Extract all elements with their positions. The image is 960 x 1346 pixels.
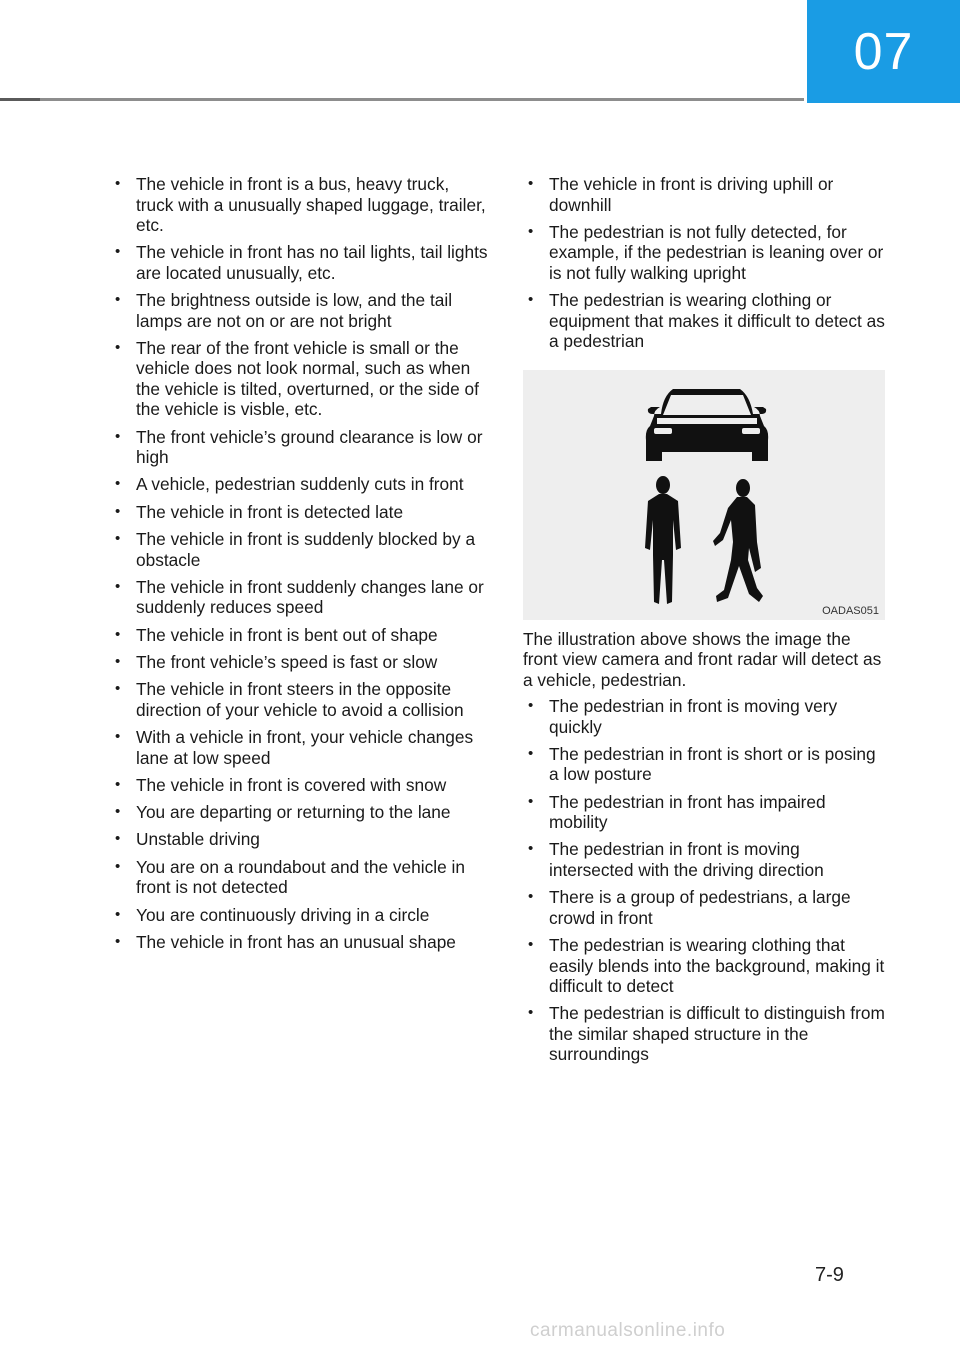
list-item: • The pedestrian in front is short or is posing a low posture: [523, 744, 888, 785]
list-item: • The vehicle in front has no tail lights, tail lights are located unusually, etc.: [110, 242, 490, 283]
list-item: • The rear of the front vehicle is small or the vehicle does not look normal, such as when the vehicle is tilted, overturned, or the side of the vehicle is visble, etc.: [110, 338, 490, 420]
right-column: [523, 174, 888, 1072]
list-item: • You are continuously driving in a circle: [110, 905, 490, 926]
list-item: • The vehicle in front suddenly changes lane or suddenly reduces speed: [110, 577, 490, 618]
list-item: • The pedestrian in front is moving intersected with the driving direction: [523, 839, 888, 880]
header-rule: [0, 98, 804, 101]
list-item: • The vehicle in front is a bus, heavy truck, truck with a unusually shaped luggage, trailer, etc.: [110, 174, 490, 236]
list-item: • The pedestrian in front has impaired mobility: [523, 792, 888, 833]
list-item: • A vehicle, pedestrian suddenly cuts in front: [110, 474, 490, 495]
list-item: • There is a group of pedestrians, a large crowd in front: [523, 887, 888, 928]
chapter-tab: [807, 0, 960, 103]
list-item: • The vehicle in front steers in the opposite direction of your vehicle to avoid a collision: [110, 679, 490, 720]
list-item: • The vehicle in front has an unusual shape: [110, 932, 490, 953]
watermark: carmanualsonline.info: [530, 1320, 726, 1341]
list-item: • Unstable driving: [110, 829, 490, 850]
walking-person-icon: [713, 479, 763, 602]
car-front-icon: [646, 389, 768, 461]
list-item: • The vehicle in front is driving uphill or downhill: [523, 174, 888, 215]
right-bullet-list-top: [523, 174, 888, 352]
chapter-number: 07: [853, 22, 914, 81]
standing-person-icon: [645, 476, 681, 604]
list-item: • The pedestrian is not fully detected, for example, if the pedestrian is leaning over or is not fully walking upright: [523, 222, 888, 284]
left-column: [110, 174, 490, 959]
figure-code: OADAS051: [822, 604, 879, 617]
list-item: • The front vehicle’s speed is fast or slow: [110, 652, 490, 673]
list-item: • With a vehicle in front, your vehicle changes lane at low speed: [110, 727, 490, 768]
list-item: • The pedestrian in front is moving very quickly: [523, 696, 888, 737]
list-item: • The pedestrian is wearing clothing or equipment that makes it difficult to detect as a pedestrian: [523, 290, 888, 352]
illustration-svg: [523, 370, 885, 620]
list-item: • The vehicle in front is suddenly blocked by a obstacle: [110, 529, 490, 570]
list-item: • The vehicle in front is detected late: [110, 502, 490, 523]
list-item: • The brightness outside is low, and the tail lamps are not on or are not bright: [110, 290, 490, 331]
page-number: 7-9: [815, 1264, 844, 1286]
right-bullet-list-bottom: [523, 696, 888, 1065]
list-item: • The front vehicle’s ground clearance is low or high: [110, 427, 490, 468]
illustration-description: The illustration above shows the image the front view camera and front radar will detect as a vehicle, pedestrian.: [523, 628, 882, 690]
left-bullet-list: [110, 174, 490, 952]
list-item: • The pedestrian is wearing clothing that easily blends into the background, making it difficult to detect: [523, 935, 888, 997]
list-item: • You are departing or returning to the lane: [110, 802, 490, 823]
detection-illustration: [523, 370, 885, 620]
list-item: • The pedestrian is difficult to distinguish from the similar shaped structure in the surroundings: [523, 1003, 888, 1065]
list-item: • The vehicle in front is covered with snow: [110, 775, 490, 796]
header-rule-accent: [0, 98, 40, 101]
list-item: • The vehicle in front is bent out of shape: [110, 625, 490, 646]
list-item: • You are on a roundabout and the vehicle in front is not detected: [110, 857, 490, 898]
